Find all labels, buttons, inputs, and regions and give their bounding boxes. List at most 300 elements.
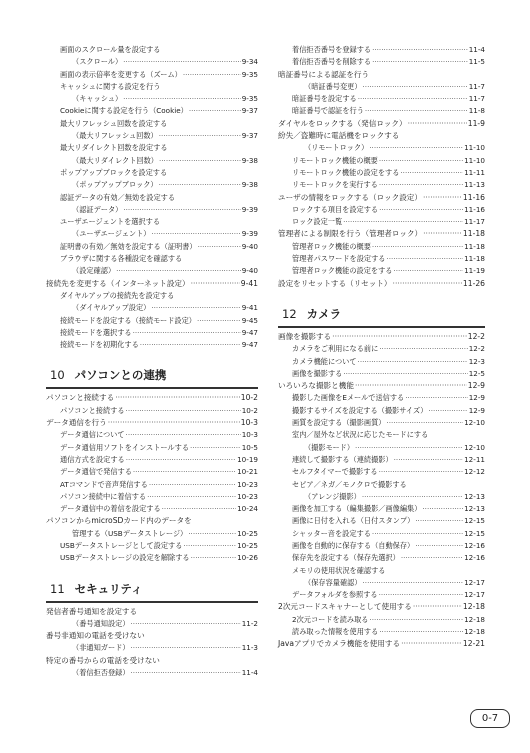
toc-entry-title: Cookieに関する設定を行う（Cookie） [60, 106, 188, 116]
toc-page-ref: 12-13 [464, 491, 485, 501]
toc-entry-title: 管理者による制限を行う（管理者ロック） [278, 229, 423, 239]
toc-page-ref: 10-26 [237, 553, 258, 563]
toc-entry-title: 紛失／盗難時に電話機をロックする [278, 131, 400, 141]
toc-entry [46, 540, 258, 552]
toc-page-ref: 11-18 [464, 241, 485, 251]
toc-entry-title: 連続して撮影する（連続撮影） [292, 454, 393, 464]
toc-entry [278, 577, 485, 589]
toc-page-ref: 12-17 [464, 590, 485, 600]
toc-page-ref: 12-9 [468, 393, 485, 403]
toc-entry [278, 253, 485, 265]
toc-entry [278, 167, 485, 179]
toc-page-ref: 9-40 [241, 266, 258, 276]
toc-page-ref: 10-23 [237, 479, 258, 489]
dot-leader [149, 479, 236, 491]
toc-entry-title: ロック設定一覧 [292, 217, 343, 227]
toc-entry [278, 565, 485, 577]
toc-page-ref: 10-19 [237, 454, 258, 464]
toc-page-ref: 12-9 [468, 405, 485, 415]
toc-entry [46, 528, 258, 540]
dot-leader [123, 204, 240, 216]
toc-page-ref: 12-13 [464, 504, 485, 514]
toc-page-ref: 11-4 [468, 45, 485, 54]
toc-page-ref: 10-23 [237, 491, 258, 501]
toc-entry-title: 画面のスクロール量を設定する [60, 45, 161, 54]
dot-leader [428, 405, 467, 417]
dot-leader [372, 56, 468, 68]
toc-entry-title: ダイヤルアップの接続先を設定する [60, 290, 175, 300]
section-title: カメラ [306, 306, 342, 321]
toc-page-ref: 12-2 [467, 331, 485, 341]
toc-entry [46, 442, 258, 454]
toc-page-ref: 10-25 [237, 528, 258, 538]
dot-leader [415, 540, 463, 552]
toc-entry-title: 暗証番号で認証を行う [292, 106, 364, 116]
toc-entry-title: 画像を加工する（編集撮影／画像編集） [292, 504, 422, 514]
toc-entry [278, 44, 485, 56]
toc-entry [46, 606, 258, 618]
dot-leader [379, 589, 464, 601]
toc-entry-title: パソコンと接続する [46, 393, 115, 403]
dot-leader [423, 228, 462, 240]
toc-entry-title: 画像を自動的に保存する（自動保存） [292, 540, 415, 550]
dot-leader [140, 339, 241, 351]
toc-entry-title: カメラをご利用になる前に [292, 344, 379, 354]
toc-entry-title: 画像に日付を入れる（日付スタンプ） [292, 516, 415, 526]
toc-entry [46, 339, 258, 351]
toc-entry-title: ブラウザに関する各種設定を確認する [60, 254, 183, 264]
toc-entry-title: 画像を撮影する [278, 331, 332, 341]
dot-leader [369, 614, 463, 626]
toc-entry-title: 認証データの有効／無効を設定する [60, 192, 176, 202]
toc-entry-title: 接続モードを設定する（接続モード設定） [60, 315, 196, 325]
dot-leader [343, 216, 463, 228]
dot-leader [159, 130, 241, 142]
dot-leader [365, 105, 468, 117]
toc-entry [46, 44, 258, 56]
toc-entry [278, 601, 485, 613]
toc-page-ref: 10-21 [237, 467, 258, 477]
toc-entry [46, 265, 258, 277]
toc-entry-title: （ダイヤルアップ設定） [72, 303, 151, 313]
toc-entry [46, 405, 258, 417]
toc-entry [46, 454, 258, 466]
dot-leader [147, 491, 236, 503]
toc-entry-title: Javaアプリでカメラ機能を使用する [278, 639, 401, 649]
toc-entry [278, 278, 485, 290]
section-number: 10 [50, 368, 65, 383]
toc-entry [278, 179, 485, 191]
toc-page-ref: 11-19 [464, 266, 485, 276]
dot-leader [131, 667, 241, 679]
toc-entry-title: 撮影した画像をEメールで送信する [292, 393, 405, 403]
toc-entry [278, 442, 485, 454]
toc-page-ref: 11-7 [468, 94, 485, 104]
toc-entry-title: （最大リダイレクト回数） [72, 155, 158, 165]
toc-entry-title: リモートロック機能の概要 [292, 155, 378, 165]
toc-entry-title: 室内／屋外など状況に応じたモードにする [292, 430, 429, 440]
toc-right-column [278, 44, 485, 651]
toc-entry [46, 515, 258, 527]
toc-entry-title: シャッター音を設定する [292, 528, 371, 538]
dot-leader [190, 442, 241, 454]
toc-page-ref: 12-18 [464, 627, 485, 637]
dot-leader [363, 577, 464, 589]
toc-entry [46, 392, 258, 404]
toc-page-ref: 12-11 [464, 454, 485, 464]
toc-entry [46, 466, 258, 478]
toc-page-ref: 10-2 [241, 405, 258, 415]
toc-entry-title: （リモートロック） [304, 143, 369, 153]
dot-leader [379, 626, 463, 638]
toc-entry [278, 540, 485, 552]
toc-entry [278, 118, 485, 130]
toc-entry [278, 356, 485, 368]
toc-page-ref: 11-13 [464, 180, 485, 190]
toc-entry [278, 142, 485, 154]
toc-entry-title: 着信拒否番号を登録する [292, 45, 372, 54]
toc-entry [46, 630, 258, 642]
toc-entry-title: 撮影するサイズを設定する（撮影サイズ） [292, 405, 428, 415]
dot-leader [386, 417, 463, 429]
toc-entry [278, 429, 485, 441]
dot-leader [372, 528, 463, 540]
toc-entry-title: パソコン接続中に着信する [60, 491, 147, 501]
toc-page-ref: 10-24 [237, 504, 258, 514]
toc-page-ref: 10-5 [241, 442, 258, 452]
toc-entry [46, 69, 258, 81]
toc-entry-title: 着信拒否番号を削除する [292, 57, 372, 67]
toc-page-ref: 11-11 [464, 167, 485, 177]
toc-entry-title: 暗証番号による認証を行う [278, 69, 370, 79]
toc-entry [46, 642, 258, 654]
dot-leader [401, 552, 463, 564]
toc-entry [46, 278, 258, 290]
dot-leader [393, 278, 462, 290]
toc-page-ref: 9-35 [241, 94, 258, 104]
toc-entry [46, 253, 258, 265]
toc-entry-title: メモリの使用状況を確認する [292, 565, 386, 575]
toc-page-ref: 11-7 [468, 81, 485, 91]
dot-leader [133, 327, 241, 339]
toc-page-ref: 9-45 [241, 315, 258, 325]
toc-page-ref: 11-16 [464, 204, 485, 214]
toc-entry-title: （保存容量確認） [304, 577, 362, 587]
toc-entry [278, 368, 485, 380]
dot-leader [400, 167, 463, 179]
toc-entry-title: 接続先を変更する（インターネット設定） [46, 278, 190, 288]
dot-leader [123, 56, 241, 68]
toc-page-ref: 12-12 [464, 467, 485, 477]
toc-page-ref: 11-9 [467, 118, 485, 128]
dot-leader [393, 265, 463, 277]
toc-entry-title: データ通信中の着信を設定する [60, 504, 161, 514]
dot-leader [379, 466, 464, 478]
toc-page-ref: 9-47 [241, 327, 258, 337]
toc-entry-title: 管理する（USBデータストレージ） [72, 528, 188, 538]
toc-entry-title: （アレンジ撮影） [304, 491, 361, 501]
toc-entry [278, 417, 485, 429]
toc-page-ref: 11-4 [241, 668, 258, 678]
toc-page-ref: 9-35 [241, 69, 258, 79]
toc-entry [278, 69, 485, 81]
dot-leader [159, 179, 241, 191]
toc-entry-title: （着信拒否登録） [72, 668, 130, 678]
dot-leader [408, 118, 467, 130]
toc-page-ref: 12-2 [468, 344, 485, 354]
toc-entry [278, 614, 485, 626]
toc-entry-title: （暗証番号変更） [304, 81, 362, 91]
dot-leader [362, 491, 463, 503]
toc-entry-title: データ通信について [60, 430, 125, 440]
toc-entry [46, 81, 258, 93]
toc-entry [278, 491, 485, 503]
dot-leader [386, 253, 463, 265]
toc-entry-title: 最大リフレッシュ回数を設定する [60, 118, 168, 128]
toc-entry-title: （認証データ） [72, 204, 123, 214]
toc-entry-title: リモートロック機能の設定をする [292, 167, 400, 177]
toc-entry [46, 618, 258, 630]
dot-leader [405, 392, 467, 404]
dot-leader [191, 278, 240, 290]
toc-page-ref: 11-3 [241, 643, 258, 653]
section-title: セキュリティ [74, 581, 143, 596]
toc-page-ref: 11-16 [462, 192, 485, 202]
toc-page-ref: 11-18 [464, 254, 485, 264]
toc-entry [46, 315, 258, 327]
toc-entry-title: （キャッシュ） [72, 94, 123, 104]
dot-leader [115, 392, 240, 404]
toc-entry-title: セピア／ネガ／モノクロで撮影する [292, 479, 407, 489]
toc-page-ref: 9-38 [241, 180, 258, 190]
toc-entry [278, 228, 485, 240]
toc-entry-title: （番号通知設定） [72, 618, 130, 628]
dot-leader [422, 503, 463, 515]
toc-page-ref: 11-26 [462, 278, 485, 288]
toc-page-ref: 9-47 [241, 340, 258, 350]
toc-entry-title: USBデータストレージとして設定する [60, 540, 183, 550]
toc-entry [46, 327, 258, 339]
toc-page-ref: 12-10 [464, 442, 485, 452]
toc-entry [278, 479, 485, 491]
dot-leader [197, 315, 241, 327]
toc-entry-title: （ユーザエージェント） [72, 229, 151, 239]
toc-entry [46, 667, 258, 679]
toc-entry-title: 接続モードを選択する [60, 327, 132, 337]
toc-page-ref: 11-17 [464, 217, 485, 227]
toc-entry-title: 2次元コードスキャナーとして使用する [278, 602, 412, 612]
toc-entry-title: （設定確認） [72, 266, 116, 276]
dot-leader [126, 405, 241, 417]
toc-entry [278, 265, 485, 277]
toc-entry [46, 491, 258, 503]
dot-leader [188, 528, 236, 540]
toc-entry [278, 503, 485, 515]
toc-entry [278, 589, 485, 601]
toc-entry [278, 216, 485, 228]
toc-entry-title: （ポップアップブロック） [72, 180, 158, 190]
dot-leader [355, 380, 467, 392]
toc-entry-title: 最大リダイレクト回数を設定する [60, 143, 168, 153]
toc-page-ref: 11-5 [468, 57, 485, 67]
toc-entry-title: 特定の番号からの電話を受けない [46, 655, 160, 665]
toc-entry [278, 392, 485, 404]
dot-leader [332, 331, 467, 343]
toc-entry [46, 241, 258, 253]
toc-page-ref: 9-39 [241, 229, 258, 239]
toc-entry [278, 331, 485, 343]
toc-entry-title: パソコンからmicroSDカード内のデータを [46, 516, 192, 526]
dot-leader [183, 540, 236, 552]
toc-page-ref: 12-17 [464, 577, 485, 587]
toc-entry-title: パソコンと接続する [60, 405, 125, 415]
toc-page-ref: 12-18 [462, 602, 485, 612]
toc-page-ref: 12-9 [467, 381, 485, 391]
dot-leader [123, 93, 241, 105]
dot-leader [379, 204, 463, 216]
page-number: 0-7 [470, 709, 510, 728]
toc-page-ref: 9-38 [241, 155, 258, 165]
toc-entry-title: 管理者パスワードを設定する [292, 254, 386, 264]
dot-leader [355, 442, 463, 454]
toc-entry-title: データ通信用ソフトをインストールする [60, 442, 190, 452]
dot-leader [423, 192, 462, 204]
toc-entry [46, 142, 258, 154]
toc-entry [278, 130, 485, 142]
dot-leader [131, 618, 241, 630]
toc-entry [278, 81, 485, 93]
toc-entry [278, 626, 485, 638]
toc-entry-title: データ通信で発信する [60, 467, 132, 477]
dot-leader [159, 155, 241, 167]
toc-page-ref: 11-8 [468, 106, 485, 116]
toc-entry [278, 192, 485, 204]
dot-leader [133, 466, 236, 478]
dot-leader [189, 105, 241, 117]
dot-leader [343, 368, 467, 380]
toc-entry-title: 画像を撮影する [292, 368, 343, 378]
section-number: 12 [282, 306, 297, 321]
toc-entry [46, 204, 258, 216]
toc-page-ref: 12-15 [464, 528, 485, 538]
dot-leader [369, 142, 463, 154]
dot-leader [358, 93, 468, 105]
toc-entry [278, 204, 485, 216]
toc-entry-title: 発信者番号通知を設定する [46, 606, 138, 616]
dot-leader [413, 601, 462, 613]
toc-entry [46, 216, 258, 228]
toc-entry [46, 479, 258, 491]
dot-leader [126, 454, 236, 466]
toc-entry-title: データフォルダを参照する [292, 590, 378, 600]
toc-entry [46, 56, 258, 68]
toc-page-ref: 11-18 [462, 229, 485, 239]
dot-leader [131, 642, 241, 654]
toc-entry-title: （撮影モード） [304, 442, 355, 452]
dot-leader [358, 356, 468, 368]
toc-entry [46, 655, 258, 667]
section-title: パソコンとの連携 [74, 368, 167, 383]
dot-leader [152, 228, 241, 240]
toc-entry-title: 画面の表示倍率を変更する（ズーム） [60, 69, 182, 79]
toc-entry [46, 93, 258, 105]
toc-entry [278, 105, 485, 117]
dot-leader [116, 265, 241, 277]
toc-page-ref: 9-41 [240, 278, 258, 288]
dot-leader [126, 429, 241, 441]
dot-leader [372, 44, 468, 56]
toc-entry [46, 417, 258, 429]
toc-entry [278, 380, 485, 392]
dot-leader [401, 638, 462, 650]
toc-entry [46, 552, 258, 564]
toc-page-ref: 9-34 [241, 57, 258, 67]
toc-entry [46, 179, 258, 191]
toc-entry-title: キャッシュに関する設定を行う [60, 81, 161, 91]
toc-entry-title: ロックする項目を設定する [292, 204, 379, 214]
dot-leader [198, 241, 241, 253]
toc-entry [46, 429, 258, 441]
toc-entry-title: 設定をリセットする（リセット） [278, 278, 392, 288]
toc-entry-title: ダイヤルをロックする（発信ロック） [278, 118, 407, 128]
section-heading [46, 367, 258, 389]
toc-page-ref: 9-40 [241, 241, 258, 251]
toc-entry [46, 192, 258, 204]
toc-entry [278, 241, 485, 253]
dot-leader [394, 454, 463, 466]
toc-entry [46, 118, 258, 130]
toc-entry [278, 515, 485, 527]
toc-page-ref: 10-2 [240, 393, 258, 403]
section-heading [46, 581, 258, 603]
toc-entry [278, 454, 485, 466]
toc-page-ref: 11-10 [464, 155, 485, 165]
toc-page-ref: 12-21 [462, 639, 485, 649]
toc-page-ref: 11-2 [241, 618, 258, 628]
toc-page-ref: 9-37 [241, 106, 258, 116]
toc-page-ref: 12-3 [468, 356, 485, 366]
toc-page-ref: 10-3 [241, 430, 258, 440]
toc-entry-title: 暗証番号を設定する [292, 94, 357, 104]
toc-page-ref: 12-16 [464, 540, 485, 550]
dot-leader [372, 241, 463, 253]
dot-leader [379, 179, 463, 191]
dot-leader [151, 302, 240, 314]
toc-page-ref: 10-3 [240, 418, 258, 428]
toc-entry-title: 証明書の有効／無効を設定する（証明書） [60, 241, 197, 251]
toc-entry [278, 93, 485, 105]
toc-entry [278, 405, 485, 417]
toc-page-ref: 11-10 [464, 143, 485, 153]
toc-entry-title: いろいろな撮影と機能 [278, 381, 354, 391]
dot-leader [162, 503, 236, 515]
toc-entry-title: カメラ機能について [292, 356, 357, 366]
toc-entry-title: （スクロール） [72, 57, 123, 67]
toc-entry-title: ポップアップブロックを設定する [60, 167, 168, 177]
toc-page-ref: 9-41 [241, 303, 258, 313]
dot-leader [363, 81, 468, 93]
section-heading [278, 306, 485, 328]
toc-entry [46, 290, 258, 302]
dot-leader [379, 343, 467, 355]
toc-entry [278, 155, 485, 167]
toc-page-ref: 12-18 [464, 614, 485, 624]
toc-page-ref: 9-37 [241, 131, 258, 141]
toc-entry-title: ATコマンドで音声発信する [60, 479, 148, 489]
toc-entry-title: 管理者ロック機能の設定をする [292, 266, 393, 276]
toc-entry [46, 155, 258, 167]
toc-entry-title: 保存先を設定する（保存先選択） [292, 553, 400, 563]
